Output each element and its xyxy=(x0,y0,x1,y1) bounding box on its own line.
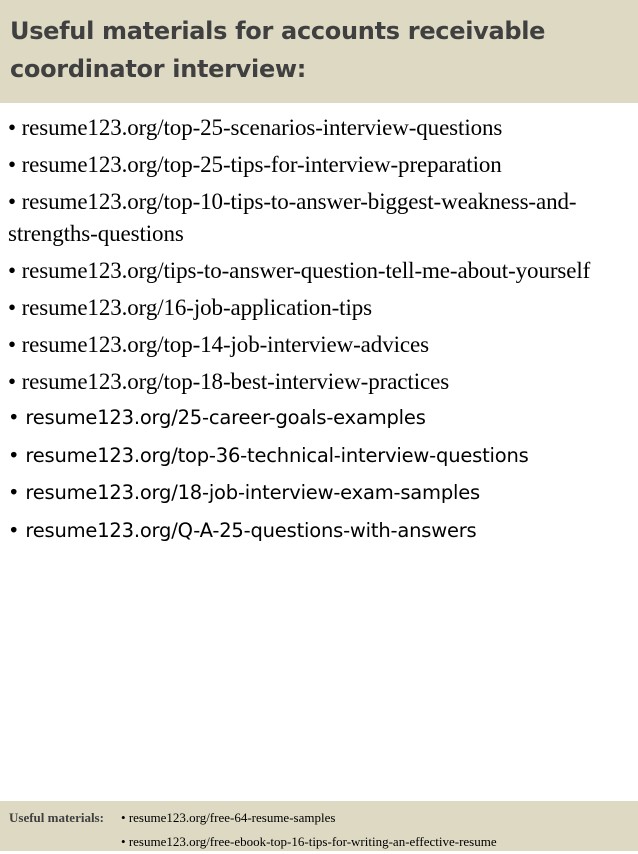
list-item[interactable] xyxy=(8,441,630,471)
list-item-link[interactable]: resume123.org/top-36-technical-interview-questions xyxy=(25,443,529,467)
footer-link[interactable] xyxy=(121,830,497,854)
bullet: • xyxy=(8,443,20,467)
list-item-link[interactable]: resume123.org/Q-A-25-questions-with-answers xyxy=(25,518,477,542)
footer-row xyxy=(9,830,638,854)
footer-label-spacer xyxy=(9,830,121,854)
list-item-link[interactable]: resume123.org/tips-to-answer-question-tell-me-about-yourself xyxy=(21,258,591,283)
materials-list xyxy=(8,112,630,553)
bullet: • xyxy=(121,834,126,849)
list-item[interactable] xyxy=(8,255,630,287)
bullet: • xyxy=(8,369,16,394)
list-item[interactable] xyxy=(8,292,630,324)
list-item-link[interactable]: resume123.org/18-job-interview-exam-samples xyxy=(25,481,480,504)
footer-label: Useful materials: xyxy=(9,810,104,825)
bullet: • xyxy=(8,406,20,429)
list-item[interactable] xyxy=(8,186,630,250)
list-item[interactable] xyxy=(8,478,630,508)
page-title: Useful materials for accounts receivable coordinator interview: xyxy=(10,17,546,83)
bullet: • xyxy=(8,258,16,283)
list-item-link[interactable]: resume123.org/16-job-application-tips xyxy=(21,295,372,320)
header-banner xyxy=(0,0,638,103)
list-item-link[interactable]: resume123.org/25-career-goals-examples xyxy=(25,406,426,429)
footer-banner xyxy=(0,801,638,851)
bullet: • xyxy=(121,810,126,825)
list-item-link[interactable]: resume123.org/top-25-scenarios-interview-questions xyxy=(21,115,503,140)
bullet: • xyxy=(8,115,16,140)
list-item-link[interactable]: resume123.org/top-14-job-interview-advices xyxy=(21,332,429,357)
bullet: • xyxy=(8,518,20,542)
footer-row xyxy=(9,806,638,830)
list-item[interactable] xyxy=(8,403,630,433)
bullet: • xyxy=(8,152,16,177)
list-item[interactable] xyxy=(8,366,630,398)
list-item[interactable] xyxy=(8,112,630,144)
list-item-link[interactable]: resume123.org/top-18-best-interview-practices xyxy=(21,369,450,394)
bullet: • xyxy=(8,481,20,504)
list-item[interactable] xyxy=(8,516,630,546)
list-item[interactable] xyxy=(8,149,630,181)
bullet: • xyxy=(8,332,16,357)
list-item-link[interactable]: resume123.org/top-25-tips-for-interview-preparation xyxy=(21,152,502,177)
bullet: • xyxy=(8,295,16,320)
list-item-link[interactable]: resume123.org/top-10-tips-to-answer-biggest-weakness-and-strengths-questions xyxy=(8,189,577,246)
footer-link-text: resume123.org/free-ebook-top-16-tips-for-writing-an-effective-resume xyxy=(128,834,497,849)
bullet: • xyxy=(8,189,16,214)
list-item[interactable] xyxy=(8,329,630,361)
footer-link-text: resume123.org/free-64-resume-samples xyxy=(128,810,336,825)
footer-link[interactable] xyxy=(121,806,335,830)
